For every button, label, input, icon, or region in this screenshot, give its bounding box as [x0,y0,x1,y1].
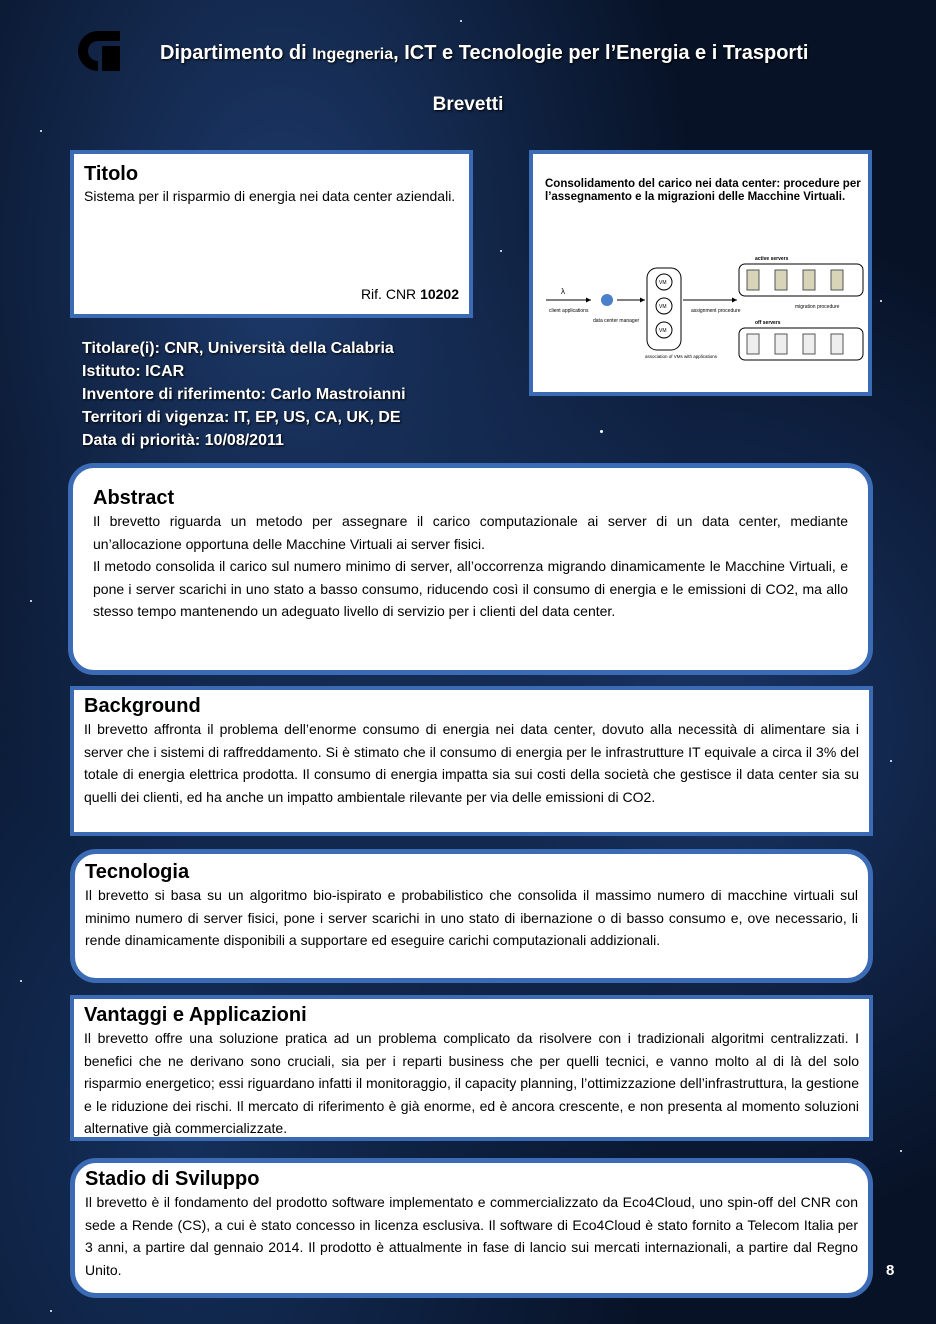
svg-text:VM: VM [659,328,667,334]
technology-heading: Tecnologia [85,861,190,883]
patent-info [82,337,406,452]
info-inventore: Inventore di riferimento: Carlo Mastroianni [82,386,406,403]
svg-text:VM: VM [659,304,667,310]
cnr-reference: Rif. CNR 10202 [360,286,459,302]
advantages-box [70,995,873,1141]
info-istituto: Istituto: ICAR [82,363,185,380]
background-heading: Background [84,695,201,717]
section-title: Brevetti [432,94,504,115]
background-box [70,686,873,836]
page-number: 8 [886,1262,895,1279]
svg-text:migration procedure: migration procedure [795,304,840,310]
title-text: Sistema per il risparmio di energia nei data center aziendali. [84,188,456,204]
technology-text: Il brevetto si basa su un algoritmo bio-ispirato e probabilistico che consolida il massimo numero di macchine virtuali sul minimo numero di server fisici, pone i server scarichi in uno stato di ibernazione o di basso consumo e, ove necessario, li rende dinamicamente disponibili a supportare ed eseguire carichi computazionali addizionali. [85,887,858,948]
title-heading: Titolo [84,163,139,185]
info-data: Data di priorità: 10/08/2011 [82,432,284,449]
figure-box [529,150,872,396]
advantages-heading: Vantaggi e Applicazioni [84,1004,307,1026]
svg-text:client applications: client applications [549,308,589,314]
svg-text:data center manager: data center manager [593,318,640,324]
info-titolare: Titolare(i): CNR, Università della Calabria [82,340,394,357]
svg-text:active servers: active servers [755,256,789,262]
architecture-diagram [541,250,866,380]
svg-text:off servers: off servers [755,320,781,326]
department-title: Dipartimento di Ingegneria, ICT e Tecnologie per l’Energia e i Trasporti [160,42,809,64]
advantages-text: Il brevetto offre una soluzione pratica ad un problema complicato da risolvere con i tradizionali algoritmi centralizzati. I benefici che ne derivano sono cruciali, sia per i reparti business che per quelli tecnici, e vanno molto al di là del solo risparmio energetico; essi riguardano infatti il monitoraggio, il capacity planning, l’ottimizzazione dell’infrastruttura, la gestione e le riduzione dei rischi. Il mercato di riferimento è già enorme, ed è ancora crescente, e non presenta al momento soluzioni alternative già commercializzate. [84,1030,859,1136]
gear-icon [601,294,613,306]
title-box [70,150,473,318]
cnr-logo [72,28,124,74]
abstract-paragraph-2: Il metodo consolida il carico sul numero minimo di server, all’occorrenza migrando dinamicamente le Macchine Virtuali, e pone i server scarichi in uno stato a basso consumo, riducendo così il consumo di energia e le emissioni di CO2, ma allo stesso tempo mantenendo un adeguato livello di servizio per i clienti del data center. [93,558,848,619]
development-stage-box [70,1158,873,1298]
background-text: Il brevetto affronta il problema dell’enorme consumo di energia nei data center, dovuto alla necessità di alimentare sia i server che i sistemi di raffreddamento. Si è stimato che il consumo di energia per le infrastrutture IT equivale a circa il 3% del totale di energia elettrica prodotta. Il consumo di energia impatta sia sui costi della società che gestisce il data center sia su quelli dei clienti, ed ha anche un impatto ambientale rilevante per via delle emissioni di CO2. [84,721,859,805]
abstract-heading: Abstract [93,487,175,509]
svg-text:assignment procedure: assignment procedure [691,308,741,314]
technology-box [70,849,873,983]
svg-text:association of VMs with applic: association of VMs with applications [645,354,718,359]
svg-text:λ: λ [561,287,565,296]
figure-caption: Consolidamento del carico nei data center: procedure per l’assegnamento e la migrazioni delle Macchine Virtuali. [545,178,861,203]
development-stage-heading: Stadio di Sviluppo [85,1168,260,1190]
svg-text:VM: VM [659,280,667,286]
abstract-box [68,463,873,675]
info-territori: Territori di vigenza: IT, EP, US, CA, UK, DE [82,409,401,426]
abstract-paragraph-1: Il brevetto riguarda un metodo per assegnare il carico computazionale ai server di un data center, mediante un’allocazione opportuna delle Macchine Virtuali ai server fisici. [93,513,848,552]
development-stage-text: Il brevetto è il fondamento del prodotto software implementato e commercializzato da Eco4Cloud, uno spin-off del CNR con sede a Rende (CS), a cui è stato concesso in licenza esclusiva. Il software di Eco4Cloud è stato fornito a Telecom Italia per 3 anni, a partire dal gennaio 2014. Il prodotto è attualmente in fase di lancio sui mercati internazionali, a partire dal Regno Unito. [85,1194,858,1278]
